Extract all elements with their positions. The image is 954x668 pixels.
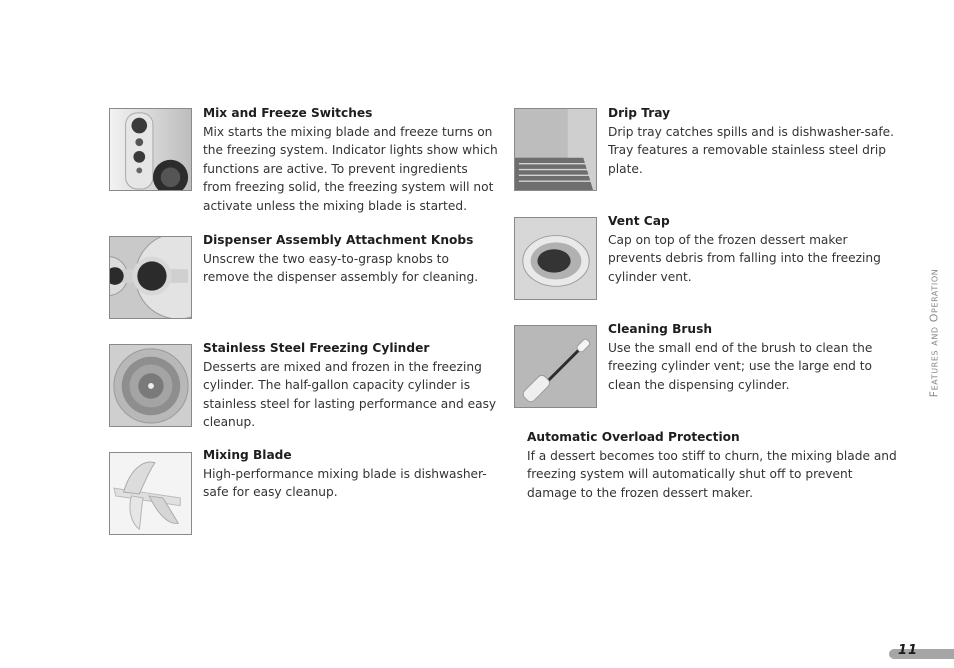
cylinder-icon xyxy=(110,345,191,426)
feature-title: Mix and Freeze Switches xyxy=(203,106,373,120)
mixing-blade-photo xyxy=(109,452,192,535)
feature-description: Use the small end of the brush to clean the freezing cylinder vent; use the large end to clean the dispensing cylinder. xyxy=(608,340,873,392)
feature-title: Cleaning Brush xyxy=(608,322,713,336)
page-number: 11 xyxy=(898,643,919,658)
cleaning-brush-photo xyxy=(514,325,597,408)
drip-tray-photo xyxy=(514,108,597,191)
feature-description: Desserts are mixed and frozen in the freezing cylinder. The half-gallon capacity cylinder is stainless steel for lasting performance and easy cleanup. xyxy=(203,359,497,430)
feature-title: Automatic Overload Protection xyxy=(527,430,740,444)
feature-title: Dispenser Assembly Attachment Knobs xyxy=(203,233,474,247)
feature-description: Cap on top of the frozen dessert maker prevents debris from falling into the freezing cylinder vent. xyxy=(608,232,881,284)
feature-title: Vent Cap xyxy=(608,214,670,228)
knob-icon xyxy=(110,237,191,318)
feature-title: Drip Tray xyxy=(608,106,671,120)
switch-panel-icon xyxy=(110,109,191,190)
vent-cap-icon xyxy=(515,218,596,299)
drip-tray-icon xyxy=(515,109,596,190)
blade-icon xyxy=(110,453,191,534)
feature-title: Stainless Steel Freezing Cylinder xyxy=(203,341,430,355)
feature-description: Unscrew the two easy-to-grasp knobs to remove the dispenser assembly for cleaning. xyxy=(203,251,479,285)
mix-freeze-switches-photo xyxy=(109,108,192,191)
feature-description: Mix starts the mixing blade and freeze turns on the freezing system. Indicator lights show which functions are active. To prevent ingredients from freezing solid, the freezing system will not activate unless the mixing blade is started. xyxy=(203,124,498,213)
feature-description: If a dessert becomes too stiff to churn, the mixing blade and freezing system will automatically shut off to prevent damage to the frozen dessert maker. xyxy=(527,448,897,500)
brush-icon xyxy=(515,326,596,407)
vent-cap-photo xyxy=(514,217,597,300)
dispenser-knobs-photo xyxy=(109,236,192,319)
feature-description: High-performance mixing blade is dishwasher-safe for easy cleanup. xyxy=(203,466,487,500)
feature-title: Mixing Blade xyxy=(203,448,292,462)
section-side-label: Features and Operation xyxy=(927,268,941,398)
feature-description: Drip tray catches spills and is dishwasher-safe. Tray features a removable stainless steel drip plate. xyxy=(608,124,895,176)
freezing-cylinder-photo xyxy=(109,344,192,427)
